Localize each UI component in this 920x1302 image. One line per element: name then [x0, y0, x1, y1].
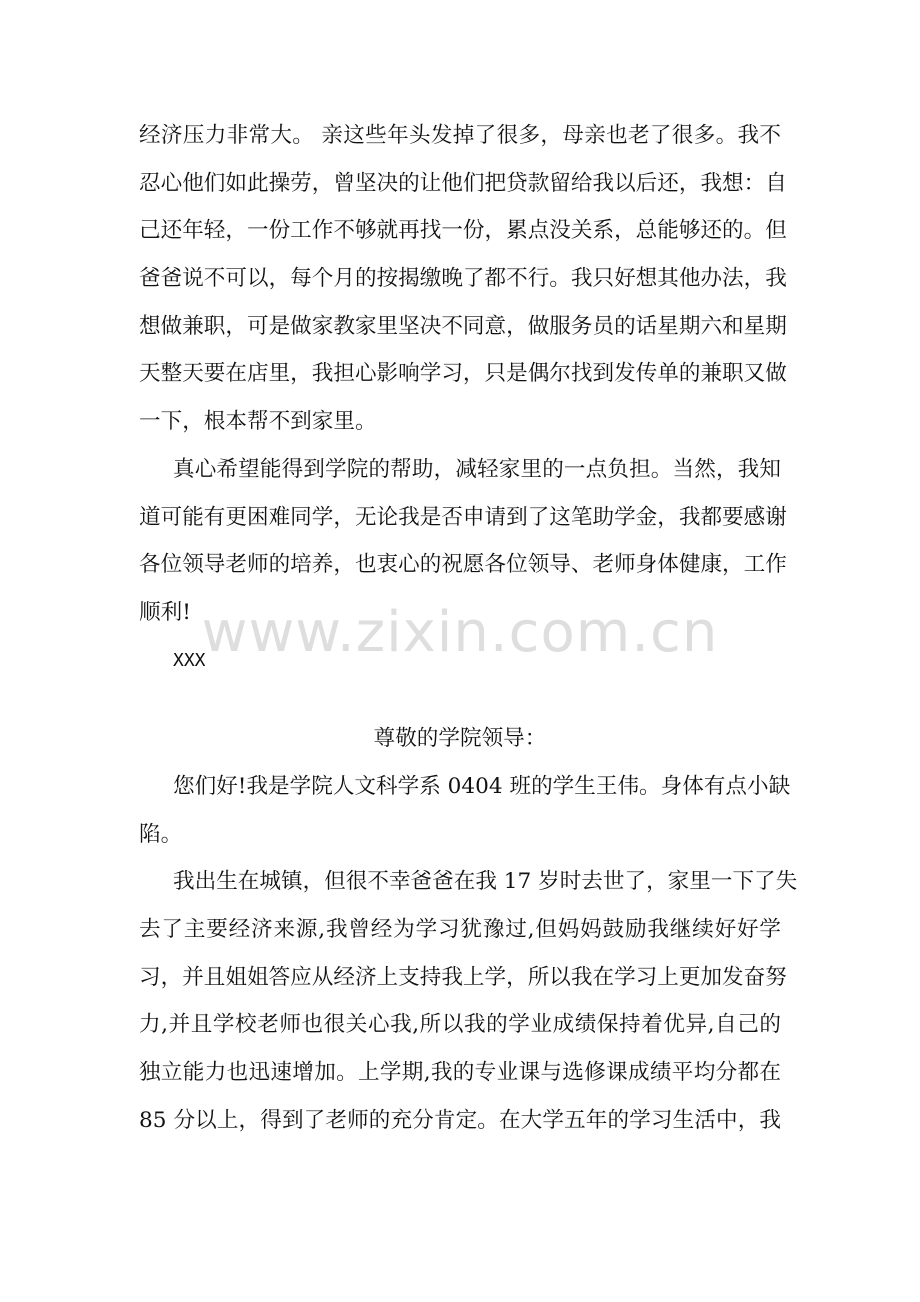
text-line: 忍心他们如此操劳，曾坚决的让他们把贷款留给我以后还，我想：自 [139, 170, 787, 196]
text-line: 独立能力也迅速增加。上学期,我的专业课与选修课成绩平均分都在 [139, 1060, 781, 1086]
text-line: 陷。 [139, 821, 183, 847]
salutation: 尊敬的学院领导： [373, 726, 547, 752]
text-line: 习，并且姐姐答应从经济上支持我上学，所以我在学习上更加发奋努 [139, 964, 787, 990]
text-line: 各位领导老师的培养，也衷心的祝愿各位领导、老师身体健康，工作 [139, 552, 787, 578]
text-line: 道可能有更困难同学，无论我是否申请到了这笔助学金，我都要感谢 [139, 504, 787, 530]
section1-paragraph1 [139, 112, 787, 446]
section1-paragraph2 [139, 446, 787, 637]
text-line: 真心希望能得到学院的帮助，减轻家里的一点负担。当然，我知 [173, 456, 781, 482]
text-line: 想做兼职，可是做家教家里坚决不同意，做服务员的话星期六和星期 [139, 313, 787, 339]
text-line: 85 分以上，得到了老师的充分肯定。在大学五年的学习生活中，我 [139, 1107, 781, 1133]
watermark: www.zixin.com.cn [201, 600, 719, 665]
spacer [139, 684, 781, 715]
section2-paragraph1 [139, 763, 791, 858]
text-line: 一下，根本帮不到家里。 [139, 409, 377, 435]
text-line: 力,并且学校老师也很关心我,所以我的学业成绩保持着优异,自己的 [139, 1012, 781, 1038]
text-line: 去了主要经济来源,我曾经为学习犹豫过,但妈妈鼓励我继续好好学 [139, 917, 781, 942]
signature: XXX [173, 649, 206, 671]
document-page [139, 112, 798, 1144]
text-line: 您们好!我是学院人文科学系 0404 班的学生王伟。身体有点小缺 [173, 773, 791, 799]
text-line: 经济压力非常大。 亲这些年头发掉了很多，母亲也老了很多。我不 [139, 123, 781, 148]
text-line: 爸爸说不可以，每个月的按揭缴晚了都不行。我只好想其他办法，我 [139, 266, 787, 292]
text-line: 天整天要在店里，我担心影响学习，只是偶尔找到发传单的兼职又做 [139, 361, 787, 387]
text-line: 顺利! [139, 599, 191, 625]
text-line: 我出生在城镇，但很不幸爸爸在我 17 岁时去世了，家里一下了失 [173, 869, 798, 895]
text-line: 己还年轻，一份工作不够就再找一份，累点没关系，总能够还的。但 [139, 218, 787, 244]
section2-paragraph2 [139, 858, 798, 1144]
